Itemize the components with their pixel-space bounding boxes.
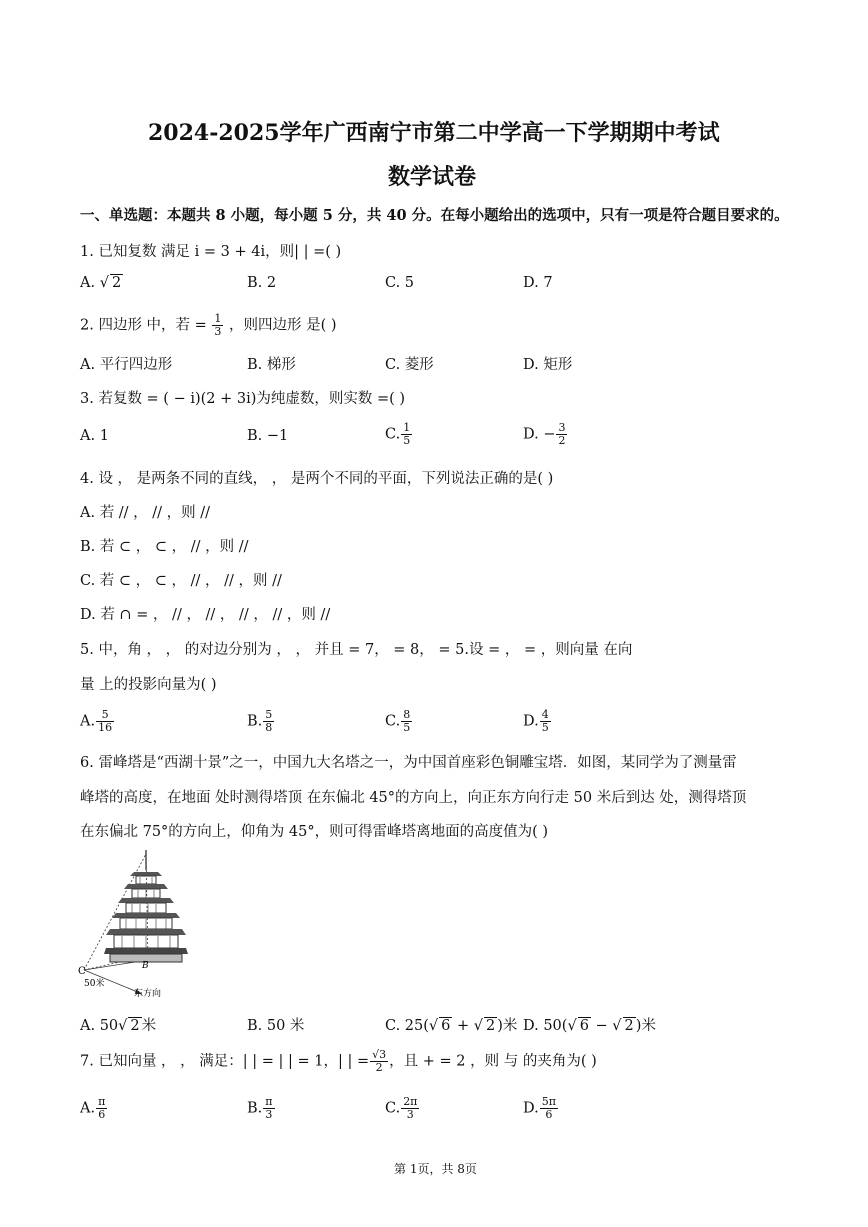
option-label: D. − [523, 426, 556, 443]
question-6-option-c [385, 1014, 517, 1035]
option-text: − [590, 1018, 613, 1034]
question-3-option-d [523, 422, 568, 447]
question-4-option-c: C. 若 ⊂ ， ⊂ ， // ， // ，则 // [80, 573, 282, 589]
unit: 米 [141, 1018, 157, 1034]
numerator: 1 [403, 421, 411, 434]
question-5-option-b [247, 709, 275, 734]
question-4-option-a: A. 若 // ， // ，则 // [80, 505, 211, 521]
option-text: )米 [635, 1018, 656, 1034]
page-subtitle: 数学试卷 [388, 164, 477, 190]
question-4-option-d: D. 若 ∩ = ， // ， // ， // ， // ，则 // [80, 607, 331, 623]
denominator: 2 [375, 1061, 383, 1074]
option-label: A. [80, 1100, 96, 1117]
option-text: + [452, 1018, 474, 1034]
question-5-option-a [80, 709, 115, 734]
fraction [96, 1096, 107, 1121]
option-text: )米 [497, 1018, 518, 1034]
fraction [556, 422, 567, 447]
option-label: C. [385, 426, 401, 443]
question-5-line-1: 5. 中，角 ， ， 的对边分别为 ， ， 并且 = 7， = 8， = 5.设 = ， = ，则向量 在向 [80, 642, 633, 658]
question-6-option-d [523, 1014, 656, 1035]
question-3-option-a: A. 1 [80, 428, 109, 444]
numerator: 2π [403, 1095, 418, 1108]
question-3-stem: 3. 若复数 = ( − i)(2 + 3i)为纯虚数，则实数 =( ) [80, 391, 406, 407]
denominator: 3 [214, 325, 222, 338]
question-7-option-d [523, 1096, 559, 1121]
numerator: √3 [372, 1048, 387, 1061]
fraction [96, 709, 114, 734]
option-label: A. 50 [80, 1018, 119, 1034]
numerator: 5π [541, 1095, 556, 1108]
question-7-option-b [247, 1096, 276, 1121]
fraction [540, 1096, 558, 1121]
option-label: B. [247, 713, 263, 730]
question-5-line-2: 量 上的投影向量为( ) [80, 677, 217, 693]
stem-text: 7. 已知向量 ， ， 满足：| | = | | = 1，| | = [80, 1053, 370, 1070]
question-1-option-a [80, 275, 123, 291]
question-2-option-a: A. 平行四边形 [80, 357, 173, 373]
denominator: 16 [98, 721, 113, 734]
radical: √ [99, 275, 109, 291]
radicand: 2 [130, 1018, 140, 1034]
fraction [263, 1096, 274, 1121]
figure-label-distance: 50米 [84, 979, 105, 989]
option-label: A. [80, 713, 96, 730]
option-label: A. [80, 275, 100, 291]
radical: √ [612, 1018, 622, 1034]
numerator: 4 [541, 708, 549, 721]
denominator: 5 [403, 721, 411, 734]
stem-text: ，则四边形 是( ) [229, 317, 337, 334]
denominator: 3 [265, 1108, 273, 1121]
radicand: 2 [624, 1018, 634, 1034]
fraction [370, 1049, 388, 1074]
denominator: 6 [98, 1108, 106, 1121]
question-6-line-2: 峰塔的高度，在地面 处时测得塔顶 在东偏北 45°的方向上，向正东方向行走 50 米后到达 处，测得塔顶 [80, 790, 747, 806]
denominator: 2 [558, 434, 566, 447]
option-label: C. [385, 713, 401, 730]
figure-label-direction: 东方向 [134, 989, 162, 998]
denominator: 8 [265, 721, 273, 734]
question-2-option-c: C. 菱形 [385, 357, 434, 373]
question-1-stem: 1. 已知复数 满足 i = 3 + 4i，则| | =( ) [80, 244, 342, 260]
option-text: D. 50( [523, 1018, 568, 1034]
denominator: 6 [545, 1108, 553, 1121]
question-6-option-a [80, 1014, 156, 1035]
radicand: 6 [579, 1018, 589, 1034]
question-2-option-b: B. 梯形 [247, 357, 296, 373]
denominator: 5 [403, 434, 411, 447]
option-label: D. [523, 713, 539, 730]
numerator: 5 [265, 708, 273, 721]
numerator: 1 [214, 312, 222, 325]
page-title: 2024-2025学年广西南宁市第二中学高一下学期期中考试 [148, 120, 720, 146]
question-5-option-c [385, 709, 413, 734]
section-heading: 一、单选题：本题共 8 小题，每小题 5 分，共 40 分。在每小题给出的选项中，只有一项是符合题目要求的。 [80, 207, 789, 224]
numerator: 8 [403, 708, 411, 721]
question-7-stem [80, 1049, 597, 1074]
question-7-option-c [385, 1096, 420, 1121]
fraction [401, 1096, 419, 1121]
figure-label-c: C [78, 966, 86, 977]
question-4-option-b: B. 若 ⊂ ， ⊂ ， // ，则 // [80, 539, 249, 555]
radicand: 2 [111, 275, 122, 291]
denominator: 5 [541, 721, 549, 734]
stem-text: 2. 四边形 中，若 = [80, 317, 207, 334]
question-1-option-b: B. 2 [247, 275, 277, 291]
fraction [401, 422, 412, 447]
page-footer: 第 1页，共 8页 [394, 1162, 477, 1176]
question-6-line-1: 6. 雷峰塔是“西湖十景”之一，中国九大名塔之一，为中国首座彩色铜雕宝塔．如图，某同学为了测量雷 [80, 755, 737, 771]
question-2-stem [80, 313, 337, 338]
option-label: C. [385, 1100, 401, 1117]
fraction [263, 709, 274, 734]
numerator: π [98, 1095, 106, 1108]
numerator: 5 [96, 709, 114, 722]
question-1-option-c: C. 5 [385, 275, 415, 291]
question-6-option-b: B. 50 米 [247, 1018, 305, 1034]
question-7-option-a [80, 1096, 108, 1121]
radicand: 2 [486, 1018, 496, 1034]
radical: √ [428, 1018, 439, 1034]
fraction [401, 709, 412, 734]
numerator: π [265, 1095, 273, 1108]
numerator: 3 [558, 421, 566, 434]
question-3-option-c [385, 422, 413, 447]
question-5-option-d [523, 709, 552, 734]
fraction [540, 709, 551, 734]
question-6-line-3: 在东偏北 75°的方向上，仰角为 45°，则可得雷峰塔离地面的高度值为( ) [80, 824, 549, 840]
question-1-option-d: D. 7 [523, 275, 553, 291]
fraction [212, 313, 223, 338]
radical: √ [567, 1018, 577, 1034]
figure-label-b: B [142, 961, 149, 971]
pagoda-figure [78, 848, 190, 998]
option-text: C. 25( [385, 1018, 429, 1034]
stem-text: ，且 + = 2 ，则 与 的夹角为( ) [389, 1053, 597, 1070]
question-3-option-b: B. −1 [247, 428, 289, 444]
question-4-stem: 4. 设 ， 是两条不同的直线， ， 是两个不同的平面，下列说法正确的是( ) [80, 471, 554, 487]
denominator: 3 [406, 1108, 414, 1121]
radical: √ [473, 1018, 484, 1034]
option-label: B. [247, 1100, 263, 1117]
radical: √ [118, 1018, 128, 1034]
radicand: 6 [441, 1018, 451, 1034]
question-2-option-d: D. 矩形 [523, 357, 573, 373]
option-label: D. [523, 1100, 539, 1117]
